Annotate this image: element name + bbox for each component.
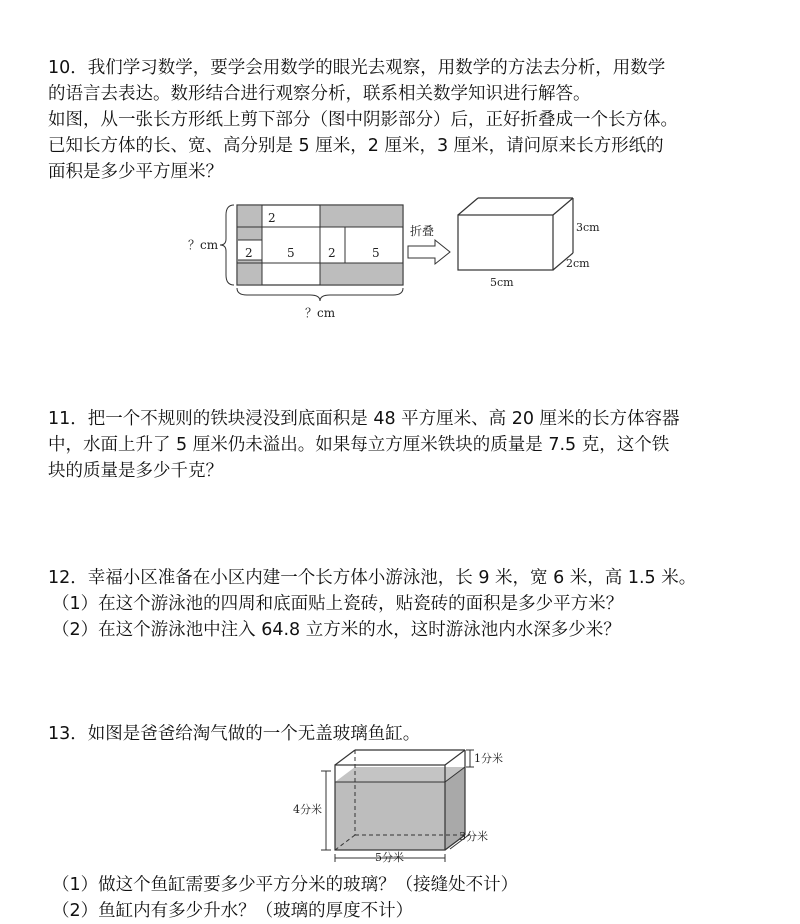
fold-arrow (408, 240, 450, 264)
q12-sub-1: （1）在这个游泳池的四周和底面贴上瓷砖，贴瓷砖的面积是多少平方米？ (52, 594, 624, 614)
left-unknown-label: ？cm (188, 238, 219, 252)
net-top-cell-label: 2 (268, 211, 276, 225)
paper-net (237, 205, 403, 285)
q11-line-2: 中，水面上升了 5 厘米仍未溢出。如果每立方厘米铁块的质量是 7.5 克，这个铁 (48, 435, 670, 455)
q12-line-1: 12．幸福小区准备在小区内建一个长方体小游泳池，长 9 米，宽 6 米，高 1.5 米。 (48, 568, 697, 588)
q13-sub-1: （1）做这个鱼缸需要多少平方分米的玻璃？（接缝处不计） (52, 875, 519, 895)
q10-line-1: 10．我们学习数学，要学会用数学的眼光去观察，用数学的方法去分析，用数学 (48, 58, 666, 78)
cuboid-height-label: 3cm (576, 221, 600, 234)
bottom-brace (237, 288, 403, 301)
q13-figure (0, 745, 800, 867)
q10-line-4: 已知长方体的长、宽、高分别是 5 厘米，2 厘米，3 厘米，请问原来长方形纸的 (48, 136, 664, 156)
cuboid (458, 198, 573, 270)
tank-height-label: 4分米 (293, 803, 322, 816)
q10-line-3: 如图，从一张长方形纸上剪下部分（图中阴影部分）后，正好折叠成一个长方体。 (48, 110, 678, 130)
bottom-unknown-label: ？cm (305, 306, 336, 320)
tank-depth-label: 3分米 (459, 830, 488, 843)
q13-sub-2: （2）鱼缸内有多少升水？（玻璃的厚度不计） (52, 901, 414, 921)
net-cell-d-label: 5 (372, 246, 380, 260)
left-brace (220, 205, 234, 285)
q11-line-3: 块的质量是多少千克？ (48, 461, 223, 481)
cuboid-width-label: 2cm (566, 257, 590, 270)
q10-figure (0, 195, 800, 325)
q12-sub-2: （2）在这个游泳池中注入 64.8 立方米的水，这时游泳池内水深多少米？ (52, 620, 621, 640)
net-cell-a-label: 2 (245, 246, 253, 260)
top-gap-label: 1分米 (474, 752, 503, 765)
q10-line-2: 的语言去表达。数形结合进行观察分析，联系相关数学知识进行解答。 (48, 84, 591, 104)
net-cell-b-label: 5 (287, 246, 295, 260)
q10-line-5: 面积是多少平方厘米？ (48, 162, 223, 182)
cuboid-length-label: 5cm (490, 276, 514, 289)
fold-label: 折叠 (410, 224, 435, 238)
tank-length-label: 5分米 (375, 851, 404, 864)
q13-line-1: 13．如图是爸爸给淘气做的一个无盖玻璃鱼缸。 (48, 724, 421, 744)
net-cell-c-label: 2 (328, 246, 336, 260)
q11-line-1: 11．把一个不规则的铁块浸没到底面积是 48 平方厘米、高 20 厘米的长方体容器 (48, 409, 680, 429)
